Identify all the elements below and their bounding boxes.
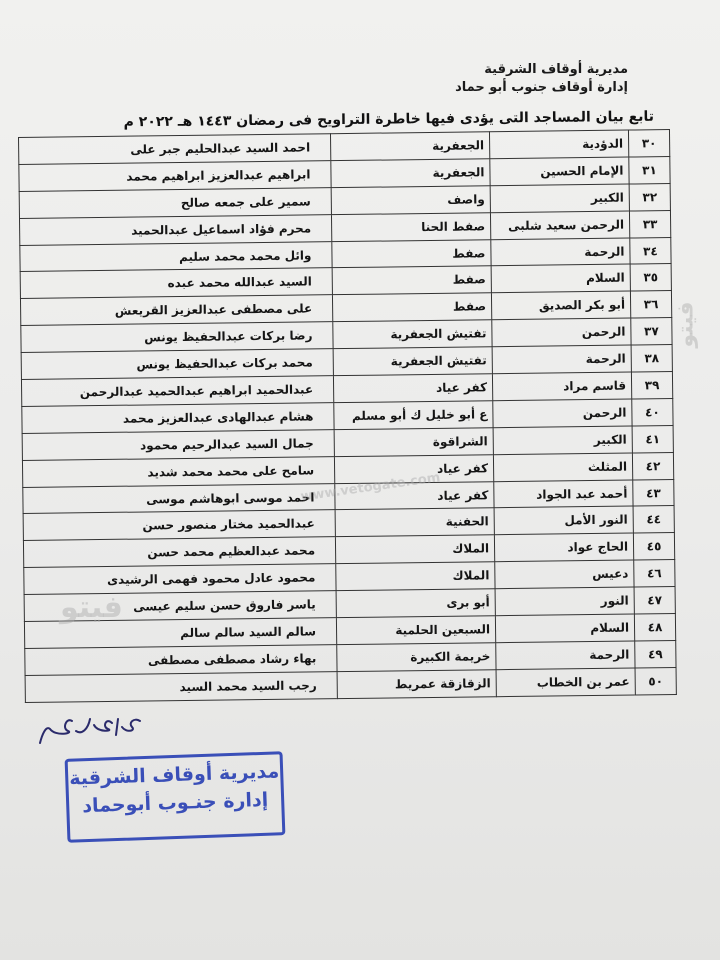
- imam-name: عبدالحميد مختار منصور حسن: [23, 510, 335, 541]
- signature-icon: [36, 713, 146, 753]
- area-name: أبو برى: [336, 589, 495, 618]
- imam-name: رضا بركات عبدالحفيظ يونس: [21, 322, 333, 353]
- area-name: الجعفرية: [330, 132, 489, 161]
- row-number: ٣٢: [629, 183, 670, 210]
- imam-name: عبدالحميد ابراهيم عبدالحميد عبدالرحمن: [21, 376, 333, 407]
- mosque-name: الرحمن: [493, 399, 632, 428]
- row-number: ٤١: [632, 425, 673, 452]
- mosque-name: النور الأمل: [494, 506, 633, 535]
- row-number: ٤٠: [632, 398, 673, 425]
- directorate-name: مديرية أوقاف الشرقية: [484, 62, 628, 77]
- imam-name: هشام عبدالهادى عبدالعزيز محمد: [22, 403, 334, 434]
- mosque-name: الرحمن سعيد شلبى: [490, 211, 629, 240]
- area-name: الشراقوة: [334, 428, 493, 457]
- area-name: الحفنية: [335, 508, 494, 537]
- imam-name: على مصطفى عبدالعزيز القريعش: [20, 295, 332, 326]
- area-name: صفط: [332, 239, 491, 268]
- mosque-name: النور: [495, 587, 634, 616]
- mosque-name: الرحمن: [492, 318, 631, 347]
- row-number: ٣٤: [630, 237, 671, 264]
- row-number: ٤٥: [633, 533, 674, 560]
- imam-name: سالم السيد سالم سالم: [24, 618, 336, 649]
- mosque-name: الكبير: [490, 184, 629, 213]
- imam-name: ابراهيم عبدالعزيز ابراهيم محمد: [19, 161, 331, 192]
- watermark-logo-large: فيتو: [60, 590, 123, 625]
- area-name: صفط: [332, 293, 491, 322]
- imam-name: سمير على جمعه صالح: [19, 187, 331, 218]
- area-name: الجعفرية: [331, 159, 490, 188]
- mosque-name: أبو بكر الصديق: [491, 291, 630, 320]
- imam-name: محرم فؤاد اسماعيل عبدالحميد: [19, 214, 331, 245]
- document-title: تابع بيان المساجد التى يؤدى فيها خاطرة التراويح فى رمضان ١٤٤٣ هـ ٢٠٢٢ م: [123, 108, 655, 131]
- imam-name: رجب السيد محمد السيد: [25, 671, 337, 702]
- mosque-name: الرحمة: [492, 345, 631, 374]
- mosque-name: الإمام الحسين: [490, 157, 629, 186]
- imam-name: محمد عبدالعظيم محمد حسن: [23, 537, 335, 568]
- stamp-line-2: إدارة جنـوب أبوحماد: [81, 788, 269, 818]
- mosque-name: السلام: [495, 614, 634, 643]
- mosque-name: عمر بن الخطاب: [496, 668, 635, 697]
- area-name: خريمة الكبيرة: [337, 643, 496, 672]
- area-name: صفط الحنا: [331, 212, 490, 241]
- area-name: الملاك: [336, 562, 495, 591]
- area-name: كفر عياد: [335, 481, 494, 510]
- area-name: السبعين الحلمية: [336, 616, 495, 645]
- mosque-name: السلام: [491, 264, 630, 293]
- mosque-name: الرحمة: [496, 641, 635, 670]
- imam-name: جمال السيد عبدالرحيم محمود: [22, 429, 334, 460]
- area-name: كفر عياد: [334, 454, 493, 483]
- watermark-logo: فيتو: [673, 301, 699, 348]
- area-name: كفر عياد: [333, 374, 492, 403]
- row-number: ٣٠: [628, 130, 669, 157]
- mosque-name: قاسم مراد: [492, 372, 631, 401]
- stamp-line-1: مديرية أوقاف الشرقية: [68, 760, 280, 790]
- imam-name: احمد السيد عبدالحليم جبر على: [19, 134, 331, 165]
- imam-name: بهاء رشاد مصطفى مصطفى: [25, 645, 337, 676]
- row-number: ٤٦: [634, 560, 675, 587]
- mosque-name: الدؤدية: [489, 130, 628, 159]
- row-number: ٤٩: [635, 640, 676, 667]
- area-name: تفتيش الجعفرية: [333, 320, 492, 349]
- area-name: صفط: [332, 266, 491, 295]
- row-number: ٤٢: [632, 452, 673, 479]
- administration-name: إدارة أوقاف جنوب أبو حماد: [455, 80, 628, 95]
- row-number: ٤٤: [633, 506, 674, 533]
- mosque-name: دعيس: [495, 560, 634, 589]
- mosque-name: المثلث: [493, 453, 632, 482]
- mosque-name: الرحمة: [491, 238, 630, 267]
- row-number: ٤٧: [634, 587, 675, 614]
- imam-name: محمود عادل محمود فهمى الرشيدى: [24, 564, 336, 595]
- official-stamp: [65, 751, 286, 843]
- imam-name: وائل محمد محمد سليم: [20, 241, 332, 272]
- row-number: ٣٨: [631, 345, 672, 372]
- area-name: ع أبو خليل ك أبو مسلم: [334, 401, 493, 430]
- row-number: ٤٣: [633, 479, 674, 506]
- handwritten-signature: [36, 713, 146, 753]
- row-number: ٣٧: [631, 318, 672, 345]
- row-number: ٣٩: [631, 372, 672, 399]
- imam-name: السيد عبدالله محمد عبده: [20, 268, 332, 299]
- watermark-url: www.vetogate.com: [299, 470, 442, 505]
- area-name: الزقازقة عمريط: [337, 670, 496, 699]
- mosque-name: أحمد عبد الجواد: [494, 480, 633, 509]
- mosque-name: الكبير: [493, 426, 632, 455]
- row-number: ٣٣: [629, 210, 670, 237]
- area-name: الملاك: [335, 535, 494, 564]
- row-number: ٣١: [629, 156, 670, 183]
- imam-name: سامح على محمد محمد شديد: [22, 456, 334, 487]
- row-number: ٤٨: [634, 614, 675, 641]
- imam-name: محمد بركات عبدالحفيظ يونس: [21, 349, 333, 380]
- imam-name: احمد موسى ابوهاشم موسى: [23, 483, 335, 514]
- imam-name: ياسر فاروق حسن سليم عيسى: [24, 591, 336, 622]
- area-name: تفتيش الجعفرية: [333, 347, 492, 376]
- row-number: ٥٠: [635, 667, 676, 694]
- row-number: ٣٥: [630, 264, 671, 291]
- row-number: ٣٦: [630, 291, 671, 318]
- mosque-name: الحاج عواد: [494, 533, 633, 562]
- area-name: واصف: [331, 186, 490, 215]
